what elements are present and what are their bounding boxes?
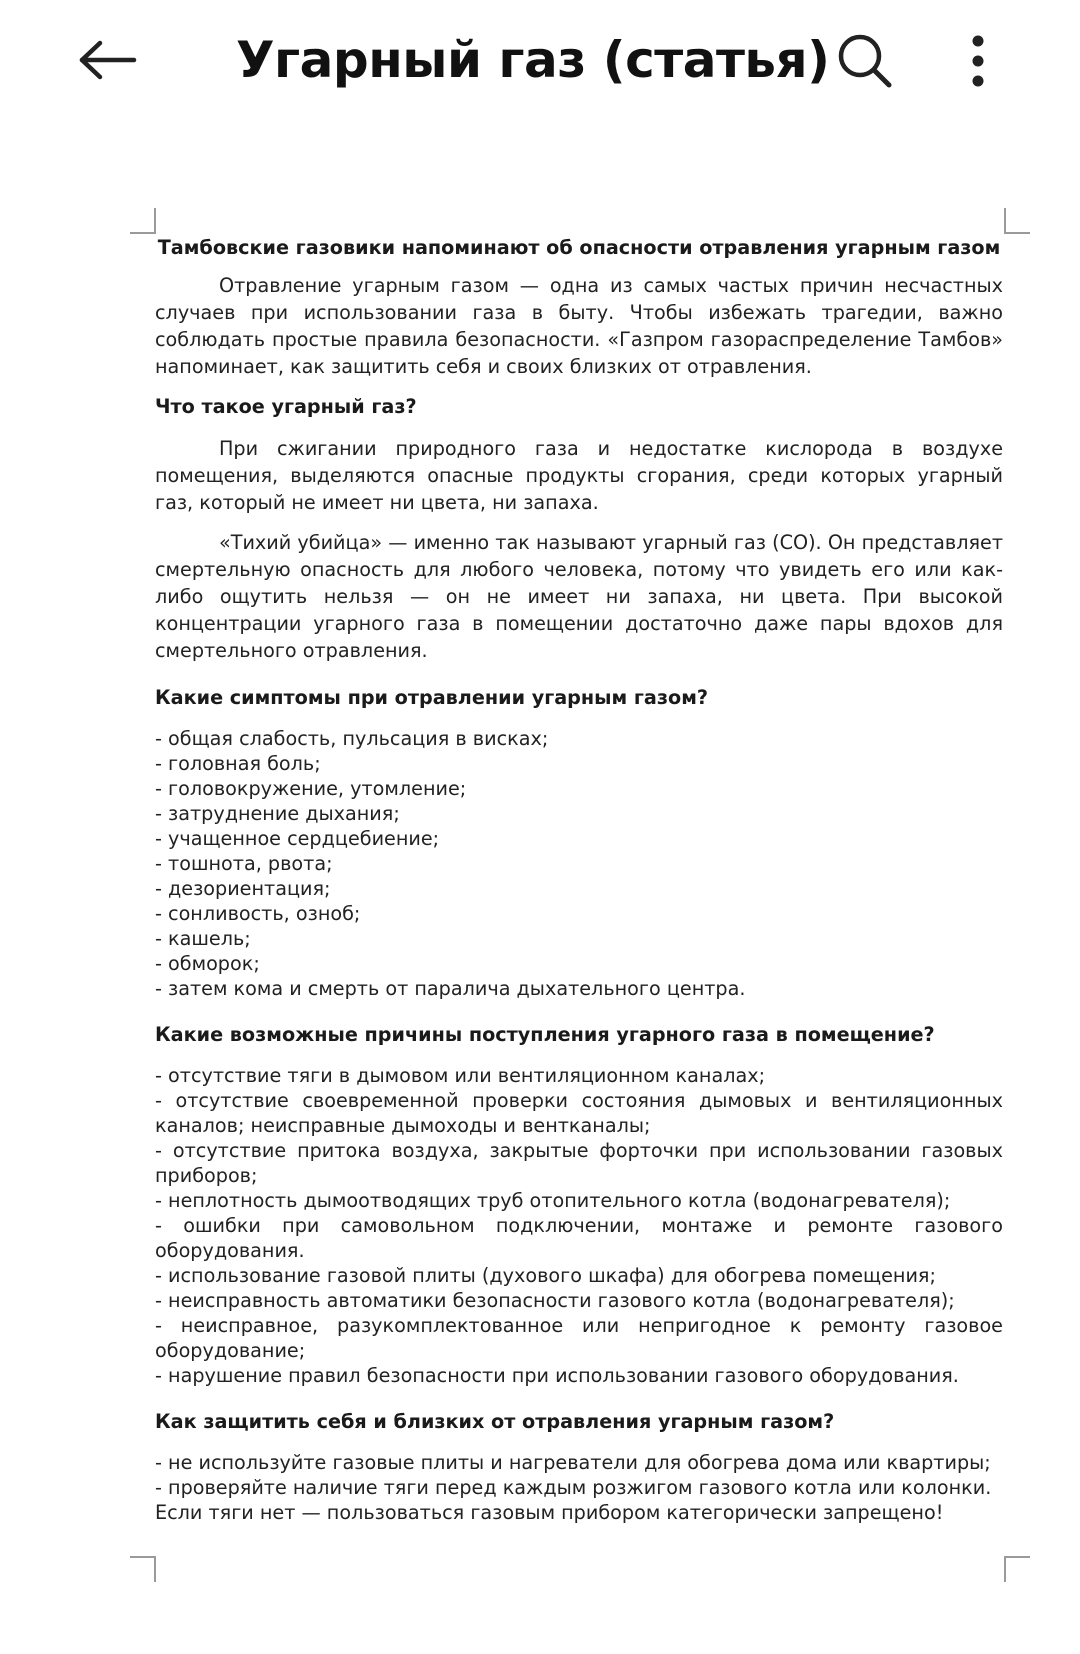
list-item: - проверяйте наличие тяги перед каждым розжигом газового котла или колонки. — [155, 1476, 992, 1499]
list-item: - ошибки при самовольном подключении, монтаже и ремонте газового оборудования. — [155, 1214, 1003, 1262]
intro-paragraph: Отравление угарным газом — одна из самых частых причин несчастных случаев при использовании газа в быту. Чтобы избежать трагедии, важно соблюдать простые правила безопасности. «Газпром газораспределение Тамбов» напоминает, как защитить себя и своих близких от отравления. — [155, 274, 1003, 378]
more-vertical-icon — [968, 35, 988, 87]
arrow-left-icon — [78, 40, 138, 80]
list-item: - головокружение, утомление; — [155, 777, 467, 800]
paragraph: При сжигании природного газа и недостатке кислорода в воздухе помещения, выделяются опасные продукты сгорания, среди которых угарный газ, который не имеет ни цвета, ни запаха. — [155, 437, 1003, 514]
final-warning: Если тяги нет — пользоваться газовым прибором категорически запрещено! — [155, 1501, 944, 1524]
page-corner-mark — [1004, 1556, 1030, 1582]
page-corner-mark — [130, 1556, 156, 1582]
list-item: - сонливость, озноб; — [155, 902, 361, 925]
protection-list — [155, 1450, 1003, 1500]
list-item: - неплотность дымоотводящих труб отопительного котла (водонагревателя); — [155, 1189, 951, 1212]
list-item: - головная боль; — [155, 752, 321, 775]
document-page — [155, 234, 1003, 1525]
document-heading: Тамбовские газовики напоминают об опасности отравления угарным газом — [157, 236, 1001, 259]
list-item: - затруднение дыхания; — [155, 802, 400, 825]
section-heading: Какие возможные причины поступления угарного газа в помещение? — [155, 1023, 935, 1046]
list-item: - неисправное, разукомплектованное или непригодное к ремонту газовое оборудование; — [155, 1314, 1003, 1362]
list-item: - обморок; — [155, 952, 260, 975]
list-item: - дезориентация; — [155, 877, 331, 900]
list-item: - нарушение правил безопасности при использовании газового оборудования. — [155, 1364, 959, 1387]
page-corner-mark — [130, 208, 156, 234]
section-heading: Какие симптомы при отравлении угарным газом? — [155, 686, 709, 709]
section-heading: Что такое угарный газ? — [155, 395, 417, 418]
list-item: - неисправность автоматики безопасности газового котла (водонагревателя); — [155, 1289, 955, 1312]
page-title: Угарный газ (статья) — [236, 31, 830, 89]
list-item: - тошнота, рвота; — [155, 852, 333, 875]
list-item: - использование газовой плиты (духового шкафа) для обогрева помещения; — [155, 1264, 936, 1287]
list-item: - отсутствие притока воздуха, закрытые форточки при использовании газовых приборов; — [155, 1139, 1003, 1187]
back-button[interactable] — [72, 28, 144, 92]
list-item: - затем кома и смерть от паралича дыхательного центра. — [155, 977, 746, 1000]
search-icon — [836, 32, 894, 90]
symptoms-list — [155, 726, 1003, 1001]
paragraph: «Тихий убийца» — именно так называют угарный газ (СО). Он представляет смертельную опасность для любого человека, потому что увидеть его или как-либо ощутить нельзя — он не имеет ни запаха, ни цвета. При высокой концентрации угарного газа в помещении достаточно даже пары вдохов для смертельного отравления. — [155, 531, 1003, 662]
search-button[interactable] — [830, 26, 900, 96]
list-item: - учащенное сердцебиение; — [155, 827, 440, 850]
list-item: - отсутствие тяги в дымовом или вентиляционном каналах; — [155, 1064, 766, 1087]
list-item: - не используйте газовые плиты и нагреватели для обогрева дома или квартиры; — [155, 1451, 991, 1474]
list-item: - общая слабость, пульсация в висках; — [155, 727, 549, 750]
page-corner-mark — [1004, 208, 1030, 234]
app-bar — [0, 0, 1080, 120]
causes-list — [155, 1063, 1003, 1388]
section-heading: Как защитить себя и близких от отравления угарным газом? — [155, 1410, 835, 1433]
list-item: - кашель; — [155, 927, 251, 950]
list-item: - отсутствие своевременной проверки состояния дымовых и вентиляционных каналов; неисправные дымоходы и вентканалы; — [155, 1089, 1003, 1137]
more-options-button[interactable] — [958, 26, 998, 96]
